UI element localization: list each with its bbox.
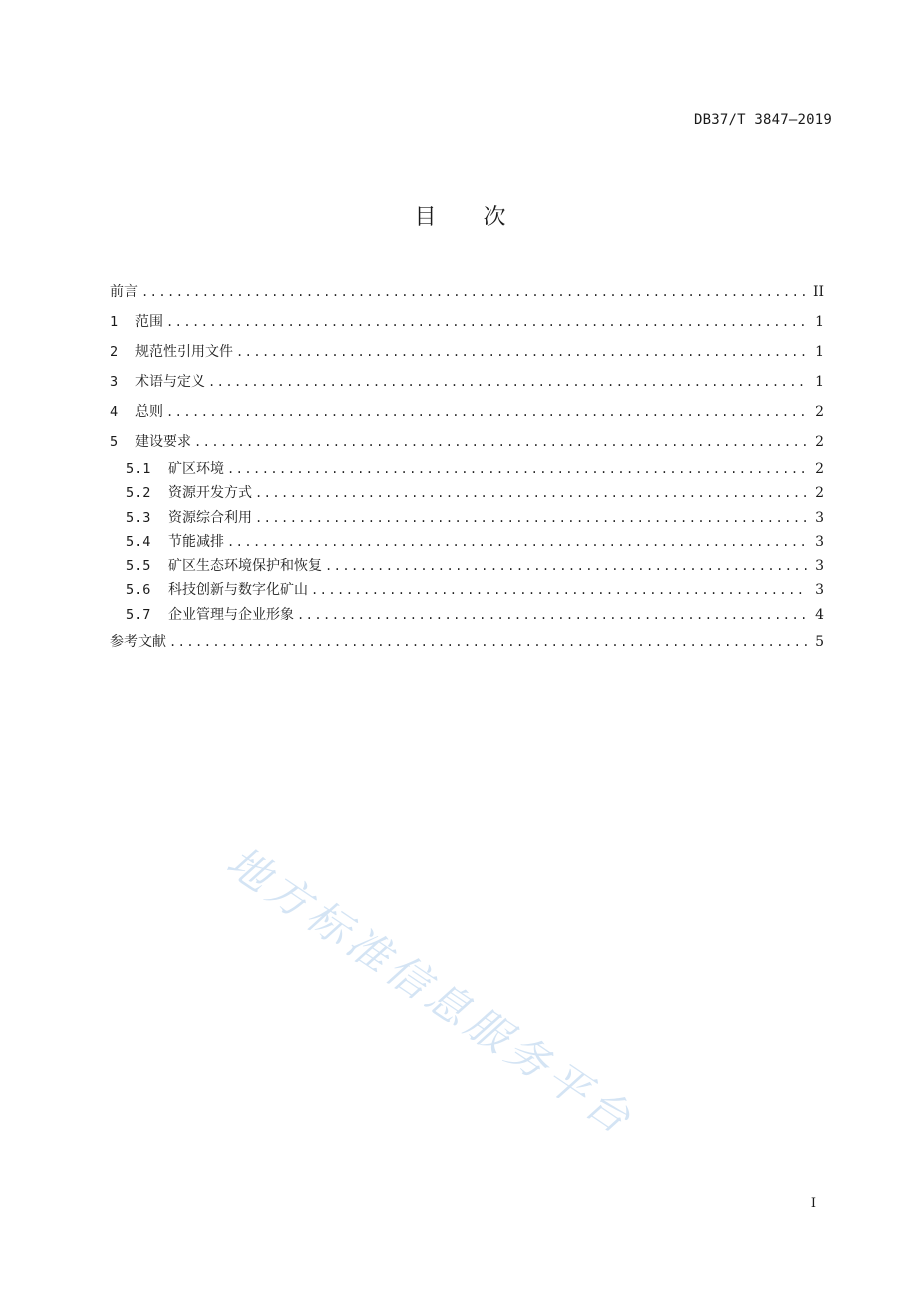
toc-dot-leader xyxy=(194,427,808,457)
toc-entry-text: 企业管理与企业形象 xyxy=(168,606,294,623)
toc-dot-leader xyxy=(166,397,808,427)
toc-entry-text: 矿区生态环境保护和恢复 xyxy=(168,558,322,575)
toc-entry-number: 1 xyxy=(110,314,119,330)
watermark: 地方标准信息服务平台 xyxy=(218,836,644,1146)
toc-entry-text: 参考文献 xyxy=(110,634,166,651)
toc-entry-number: 3 xyxy=(110,374,119,390)
toc-entry-2[interactable] xyxy=(110,337,824,367)
page-title: 目 次 xyxy=(414,205,526,230)
toc-entry-5-6[interactable] xyxy=(110,578,824,602)
toc-entry-5-5[interactable] xyxy=(110,554,824,578)
toc-entry-number: 5.2 xyxy=(126,485,151,502)
toc-entry-page: 3 xyxy=(815,558,824,575)
toc-entry-5-4[interactable] xyxy=(110,530,824,554)
toc-entry-number: 4 xyxy=(110,404,119,420)
toc-dot-leader xyxy=(169,627,808,657)
toc-entry-number: 5.5 xyxy=(126,558,151,575)
page-number: I xyxy=(810,1196,816,1211)
toc-entry-text: 资源综合利用 xyxy=(168,509,252,526)
toc-entry-page: 4 xyxy=(815,606,824,623)
toc-entry-number: 5 xyxy=(110,434,119,450)
toc-dot-leader xyxy=(141,277,807,307)
toc-dot-leader xyxy=(227,457,808,481)
toc-entry-text: 科技创新与数字化矿山 xyxy=(168,582,308,599)
toc-entry-text: 资源开发方式 xyxy=(168,485,252,502)
toc-entry-page: 2 xyxy=(815,461,824,477)
toc-entry-text: 总则 xyxy=(135,404,163,420)
toc-dot-leader xyxy=(325,554,808,578)
toc-entry-number: 5.7 xyxy=(126,606,151,623)
toc-entry-text: 术语与定义 xyxy=(135,374,205,390)
table-of-contents xyxy=(110,277,824,657)
toc-entry-page: 1 xyxy=(815,374,824,390)
toc-entry-1[interactable] xyxy=(110,307,824,337)
toc-entry-5[interactable] xyxy=(110,427,824,457)
toc-dot-leader xyxy=(255,506,808,530)
toc-entry-page: 2 xyxy=(815,434,824,450)
toc-dot-leader xyxy=(236,337,808,367)
toc-entry-text: 建设要求 xyxy=(135,434,191,450)
toc-entry-5-7[interactable] xyxy=(110,603,824,627)
toc-entry-page: 3 xyxy=(815,509,824,526)
toc-entry-page: 5 xyxy=(815,634,824,651)
toc-dot-leader xyxy=(297,603,808,627)
toc-entry-5-1[interactable] xyxy=(110,457,824,481)
toc-entry-number: 5.3 xyxy=(126,509,151,526)
toc-entry-3[interactable] xyxy=(110,367,824,397)
toc-entry-text: 规范性引用文件 xyxy=(135,344,233,360)
toc-entry-text: 矿区环境 xyxy=(168,461,224,477)
toc-entry-number: 5.1 xyxy=(126,461,151,477)
toc-entry-5-2[interactable] xyxy=(110,481,824,505)
document-code: DB37/T 3847—2019 xyxy=(693,112,832,128)
toc-entry-page: 3 xyxy=(815,582,824,599)
toc-entry-page: 2 xyxy=(815,485,824,502)
toc-entry-references[interactable] xyxy=(110,627,824,657)
toc-entry-number: 2 xyxy=(110,344,119,360)
toc-dot-leader xyxy=(227,530,808,554)
toc-entry-number: 5.4 xyxy=(126,533,151,550)
toc-dot-leader xyxy=(255,481,808,505)
toc-entry-page: 1 xyxy=(815,314,824,330)
toc-dot-leader xyxy=(311,578,808,602)
toc-dot-leader xyxy=(166,307,808,337)
toc-entry-text: 节能减排 xyxy=(168,533,224,550)
toc-entry-page: II xyxy=(812,284,824,300)
toc-entry-page: 1 xyxy=(815,344,824,360)
toc-dot-leader xyxy=(208,367,808,397)
toc-entry-page: 3 xyxy=(815,533,824,550)
toc-entry-4[interactable] xyxy=(110,397,824,427)
toc-entry-foreword[interactable] xyxy=(110,277,824,307)
toc-entry-text: 范围 xyxy=(135,314,163,330)
toc-entry-number: 5.6 xyxy=(126,582,151,599)
toc-entry-5-3[interactable] xyxy=(110,506,824,530)
toc-entry-text: 前言 xyxy=(110,284,138,300)
toc-entry-page: 2 xyxy=(815,404,824,420)
